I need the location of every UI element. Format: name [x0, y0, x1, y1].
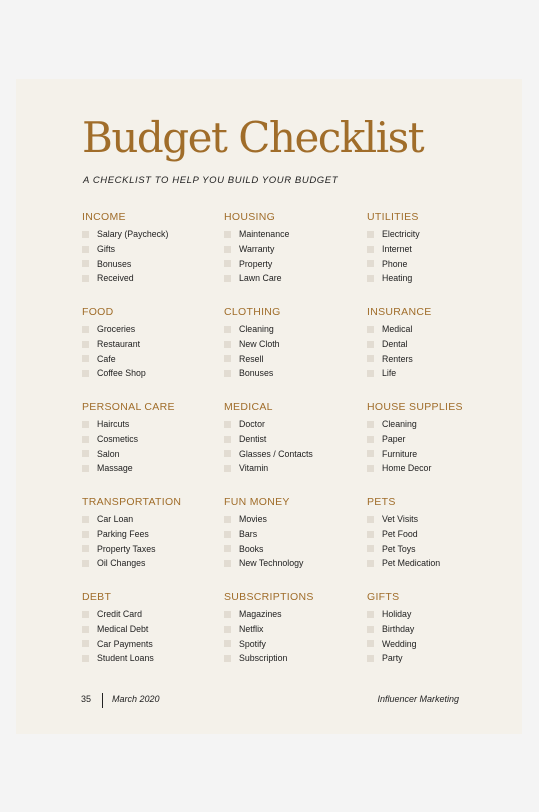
checklist [367, 322, 512, 381]
checklist-item-label: Heating [382, 273, 413, 284]
checkbox[interactable] [224, 355, 231, 362]
checkbox[interactable] [367, 640, 374, 647]
checklist-item-label: Restaurant [97, 339, 141, 350]
checklist-item[interactable] [82, 446, 224, 461]
checklist [367, 607, 512, 666]
issue-date: March 2020 [112, 694, 160, 704]
category-section [82, 401, 224, 496]
checklist [367, 512, 512, 571]
checkbox[interactable] [367, 450, 374, 457]
category-title: PERSONAL CARE [82, 401, 175, 413]
checkbox[interactable] [82, 626, 89, 633]
checklist-item[interactable] [224, 322, 367, 337]
category-title: FUN MONEY [224, 496, 290, 508]
checkbox[interactable] [82, 246, 89, 253]
checkbox[interactable] [82, 655, 89, 662]
checkbox[interactable] [82, 355, 89, 362]
checklist-item-label: Coffee Shop [97, 368, 146, 379]
checklist-item[interactable] [224, 446, 367, 461]
category-title: INCOME [82, 211, 126, 223]
category-section [367, 496, 512, 591]
checklist-item-label: Home Decor [382, 463, 432, 474]
checklist-item-label: Electricity [382, 229, 420, 240]
checkbox[interactable] [224, 275, 231, 282]
checkbox[interactable] [367, 246, 374, 253]
category-section [224, 401, 367, 496]
checklist-item-label: Subscription [239, 653, 288, 664]
checklist-item[interactable] [367, 366, 512, 381]
checklist-item-label: Groceries [97, 324, 136, 335]
checklist-item-label: Furniture [382, 448, 418, 459]
checkbox[interactable] [224, 655, 231, 662]
checkbox[interactable] [82, 436, 89, 443]
checklist-item[interactable] [82, 271, 224, 286]
category-section [224, 591, 367, 686]
footer-divider [102, 693, 103, 708]
checkbox[interactable] [224, 421, 231, 428]
checklist-item[interactable] [367, 541, 512, 556]
checklist-item[interactable] [224, 556, 367, 571]
checklist-item-label: Parking Fees [97, 529, 149, 540]
checkbox[interactable] [224, 260, 231, 267]
checkbox[interactable] [367, 355, 374, 362]
checkbox[interactable] [367, 326, 374, 333]
checklist-item[interactable] [82, 227, 224, 242]
checklist-item-label: Gifts [97, 244, 116, 255]
checklist-item[interactable] [367, 322, 512, 337]
checkbox[interactable] [224, 341, 231, 348]
checkbox[interactable] [367, 231, 374, 238]
checklist-item[interactable] [82, 256, 224, 271]
checklist-item-label: Salon [97, 448, 120, 459]
checklist-item[interactable] [367, 527, 512, 542]
checkbox[interactable] [224, 545, 231, 552]
checkbox[interactable] [367, 341, 374, 348]
checkbox[interactable] [367, 436, 374, 443]
checklist-item-label: Lawn Care [239, 273, 282, 284]
checklist-item-label: Medical [382, 324, 413, 335]
checklist-item-label: Renters [382, 353, 413, 364]
checkbox[interactable] [82, 341, 89, 348]
category-title: UTILITIES [367, 211, 419, 223]
page-footer [81, 693, 459, 709]
checklist-item-label: Magazines [239, 609, 282, 620]
checkbox[interactable] [82, 516, 89, 523]
checkbox[interactable] [224, 436, 231, 443]
checkbox[interactable] [367, 465, 374, 472]
category-title: DEBT [82, 591, 112, 603]
page-subtitle: A CHECKLIST TO HELP YOU BUILD YOUR BUDGET [83, 175, 339, 186]
checkbox[interactable] [82, 531, 89, 538]
checklist-item[interactable] [224, 512, 367, 527]
checklist-item[interactable] [224, 417, 367, 432]
checkbox[interactable] [82, 560, 89, 567]
checklist [82, 607, 224, 666]
checkbox[interactable] [224, 560, 231, 567]
category-section [82, 306, 224, 401]
checklist-item-label: Glasses / Contacts [239, 448, 313, 459]
checklist-item-label: Dentist [239, 434, 267, 445]
category-section [367, 306, 512, 401]
checklist-item[interactable] [367, 446, 512, 461]
checklist-item-label: Vet Visits [382, 514, 419, 525]
checkbox[interactable] [224, 516, 231, 523]
checklist-item[interactable] [224, 337, 367, 352]
checklist-item-label: Medical Debt [97, 624, 149, 635]
checklist-item-label: New Technology [239, 558, 304, 569]
checklist-item[interactable] [224, 242, 367, 257]
checklist [224, 607, 367, 666]
checklist [367, 417, 512, 476]
checklist-item[interactable] [82, 322, 224, 337]
checklist-item-label: Dental [382, 339, 408, 350]
checklist-item[interactable] [224, 527, 367, 542]
checklist-item-label: Cleaning [382, 419, 417, 430]
checklist [82, 322, 224, 381]
checklist-item[interactable] [367, 512, 512, 527]
checklist-item-label: Bonuses [239, 368, 274, 379]
checkbox[interactable] [82, 545, 89, 552]
checklist-item-label: New Cloth [239, 339, 280, 350]
checklist-item-label: Holiday [382, 609, 412, 620]
checklist-item-label: Pet Food [382, 529, 418, 540]
checkbox[interactable] [367, 370, 374, 377]
page-number: 35 [81, 694, 92, 704]
checklist-item[interactable] [367, 256, 512, 271]
checklist-item-label: Birthday [382, 624, 415, 635]
category-section [82, 211, 224, 306]
checklist-item[interactable] [367, 556, 512, 571]
category-title: INSURANCE [367, 306, 432, 318]
checklist-item-label: Massage [97, 463, 133, 474]
checkbox[interactable] [224, 465, 231, 472]
checklist [82, 417, 224, 476]
checklist-item[interactable] [224, 651, 367, 666]
checklist-item[interactable] [367, 622, 512, 637]
checklist-item[interactable] [367, 271, 512, 286]
checklist-item-label: Cosmetics [97, 434, 139, 445]
checklist-item[interactable] [367, 607, 512, 622]
checklist-item-label: Received [97, 273, 134, 284]
checklist-item-label: Spotify [239, 638, 266, 649]
checklist-item[interactable] [82, 651, 224, 666]
checklist-item-label: Car Loan [97, 514, 134, 525]
category-section [367, 401, 512, 496]
checkbox[interactable] [224, 326, 231, 333]
checkbox[interactable] [82, 611, 89, 618]
checklist-item[interactable] [82, 512, 224, 527]
checklist-item[interactable] [367, 351, 512, 366]
checkbox[interactable] [82, 640, 89, 647]
checklist [367, 227, 512, 286]
category-title: HOUSING [224, 211, 276, 223]
checklist-item[interactable] [82, 242, 224, 257]
checklist-item-label: Life [382, 368, 397, 379]
checklist-item[interactable] [224, 432, 367, 447]
checklist-item-label: Internet [382, 244, 412, 255]
checklist-item[interactable] [82, 417, 224, 432]
checkbox[interactable] [367, 626, 374, 633]
checkbox[interactable] [82, 231, 89, 238]
category-title: CLOTHING [224, 306, 281, 318]
checklist-item[interactable] [224, 271, 367, 286]
checkbox[interactable] [82, 326, 89, 333]
checklist-item[interactable] [82, 337, 224, 352]
category-section [367, 211, 512, 306]
checklist-item[interactable] [367, 337, 512, 352]
checklist-item[interactable] [82, 461, 224, 476]
checklist-item-label: Oil Changes [97, 558, 146, 569]
checklist-page [16, 79, 522, 734]
checklist-item-label: Bonuses [97, 258, 132, 269]
checklist-item-label: Cafe [97, 353, 116, 364]
checklist [224, 322, 367, 381]
checkbox[interactable] [367, 516, 374, 523]
checklist-item[interactable] [224, 256, 367, 271]
checkbox[interactable] [367, 655, 374, 662]
checklist-item-label: Property [239, 258, 273, 269]
checklist-item[interactable] [82, 527, 224, 542]
checkbox[interactable] [224, 640, 231, 647]
checklist-item[interactable] [82, 622, 224, 637]
checklist-item-label: Haircuts [97, 419, 130, 430]
checklist-item[interactable] [367, 242, 512, 257]
checklist-item[interactable] [367, 432, 512, 447]
category-title: TRANSPORTATION [82, 496, 182, 508]
checklist-item[interactable] [82, 432, 224, 447]
checkbox[interactable] [224, 370, 231, 377]
checkbox[interactable] [224, 450, 231, 457]
checkbox[interactable] [82, 421, 89, 428]
category-title: SUBSCRIPTIONS [224, 591, 314, 603]
checklist-item-label: Wedding [382, 638, 417, 649]
checklist-item-label: Salary (Paycheck) [97, 229, 169, 240]
checklist-item-label: Netflix [239, 624, 264, 635]
category-title: FOOD [82, 306, 114, 318]
category-section [224, 496, 367, 591]
checklist-item[interactable] [224, 366, 367, 381]
checklist-item-label: Cleaning [239, 324, 274, 335]
checklist-item[interactable] [224, 636, 367, 651]
checklist [82, 227, 224, 286]
category-section [82, 591, 224, 686]
checklist-item[interactable] [82, 351, 224, 366]
checklist [224, 417, 367, 476]
checklist-item[interactable] [367, 417, 512, 432]
page-title: Budget Checklist [82, 113, 424, 162]
checklist-item[interactable] [224, 541, 367, 556]
checklist-item[interactable] [82, 636, 224, 651]
checkbox[interactable] [224, 246, 231, 253]
checklist-item-label: Maintenance [239, 229, 290, 240]
checklist-item[interactable] [367, 636, 512, 651]
checkbox[interactable] [82, 275, 89, 282]
checklist [224, 227, 367, 286]
category-title: HOUSE SUPPLIES [367, 401, 463, 413]
checklist-item[interactable] [82, 556, 224, 571]
checklist-item[interactable] [82, 366, 224, 381]
checklist-item-label: Party [382, 653, 403, 664]
category-section [224, 211, 367, 306]
checklist-item[interactable] [367, 461, 512, 476]
checklist-item-label: Doctor [239, 419, 265, 430]
checklist-item-label: Books [239, 543, 264, 554]
checklist-item[interactable] [224, 461, 367, 476]
checklist-item-label: Resell [239, 353, 264, 364]
checkbox[interactable] [367, 275, 374, 282]
checklist-item-label: Student Loans [97, 653, 154, 664]
checkbox[interactable] [224, 626, 231, 633]
category-section [224, 306, 367, 401]
checklist-item-label: Pet Toys [382, 543, 416, 554]
category-title: PETS [367, 496, 396, 508]
checklist-item[interactable] [82, 607, 224, 622]
checklist-item-label: Movies [239, 514, 267, 525]
category-section [367, 591, 512, 686]
checkbox[interactable] [82, 465, 89, 472]
checklist-item[interactable] [367, 227, 512, 242]
category-title: MEDICAL [224, 401, 273, 413]
checkbox[interactable] [224, 231, 231, 238]
checklist-item[interactable] [224, 351, 367, 366]
checkbox[interactable] [367, 560, 374, 567]
checkbox[interactable] [82, 260, 89, 267]
category-section [82, 496, 224, 591]
checklist-item-label: Pet Medication [382, 558, 441, 569]
checkbox[interactable] [367, 545, 374, 552]
checklist-item-label: Paper [382, 434, 406, 445]
checklist-item[interactable] [224, 227, 367, 242]
checklist-item-label: Vitamin [239, 463, 269, 474]
category-grid [82, 211, 512, 686]
checkbox[interactable] [367, 611, 374, 618]
checklist-item[interactable] [82, 541, 224, 556]
checklist-item-label: Warranty [239, 244, 275, 255]
checkbox[interactable] [224, 611, 231, 618]
category-title: GIFTS [367, 591, 400, 603]
checklist-item[interactable] [224, 622, 367, 637]
checkbox[interactable] [367, 260, 374, 267]
checkbox[interactable] [367, 421, 374, 428]
checklist-item-label: Property Taxes [97, 543, 156, 554]
checklist-item-label: Bars [239, 529, 258, 540]
checklist [224, 512, 367, 571]
checklist-item-label: Credit Card [97, 609, 142, 620]
checkbox[interactable] [82, 370, 89, 377]
checklist-item-label: Phone [382, 258, 408, 269]
publication-name: Influencer Marketing [377, 694, 459, 704]
checklist [82, 512, 224, 571]
checklist-item[interactable] [367, 651, 512, 666]
checkbox[interactable] [224, 531, 231, 538]
checklist-item-label: Car Payments [97, 638, 153, 649]
checklist-item[interactable] [224, 607, 367, 622]
checkbox[interactable] [367, 531, 374, 538]
checkbox[interactable] [82, 450, 89, 457]
